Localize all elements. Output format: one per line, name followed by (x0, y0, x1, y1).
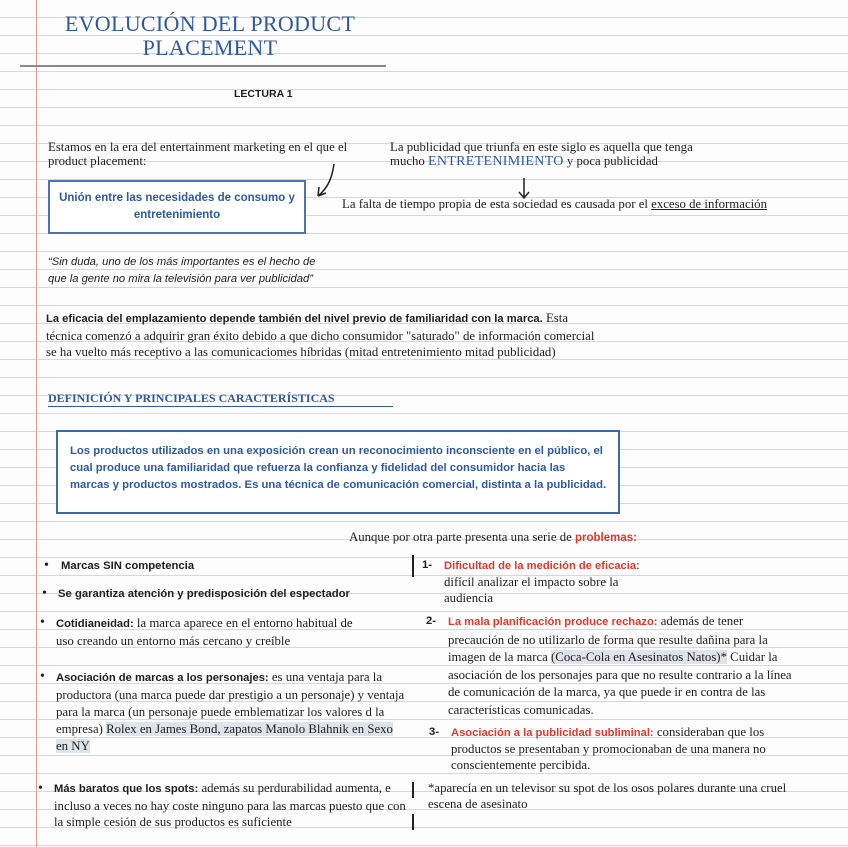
advantage-item (54, 780, 409, 831)
problem-number: 1- (422, 559, 433, 571)
problem-text-a: además de tener precaución de no utilizarlo de forma que resulte dañina para la imagen de la marca (448, 614, 768, 664)
advantage-item (56, 669, 406, 755)
problems-intro (349, 530, 637, 545)
footnote: *aparecía en un televisor su spot de los osos polares durante una cruel escena de asesinato (428, 781, 787, 811)
problem-text: consideraban que los productos se presentaban y promocionaban de una manera no conscientemente percibida. (451, 725, 766, 772)
advantage-bold: Asociación de marcas a los personajes: (56, 672, 269, 684)
problems-intro-text: Aunque por otra parte presenta una serie de (349, 530, 572, 544)
entretenimiento-highlight: ENTRETENIMIENTO (428, 154, 564, 169)
problem-item (448, 613, 798, 719)
advantage-highlight: Rolex en James Bond, zapatos Manolo Blahnik en Sexo en NY (56, 722, 393, 753)
column-divider (412, 782, 414, 798)
definition-highlight-box: Unión entre las necesidades de consumo y entretenimiento (48, 180, 306, 234)
cause-text-a: La falta de tiempo propia de esta sociedad es causada por el (342, 197, 648, 211)
intro-right-text (390, 140, 720, 169)
efficacy-bold: La eficacia del emplazamiento depende también del nivel previo de familiaridad con la marca. (46, 313, 543, 325)
advantage-text: además su perdurabilidad aumenta, e incluso a veces no hay coste ninguno para las marcas puesto que con la simple cesión de sus productos es suficiente (54, 781, 406, 829)
bullet: • (40, 615, 45, 630)
intro-left-text: Estamos en la era del entertainment marketing en el que el product placement: (48, 140, 348, 168)
title-divider (20, 65, 386, 67)
problem-text: difícil analizar el impacto sobre la audiencia (444, 575, 619, 605)
column-divider (412, 555, 414, 577)
intro-right-a: La publicidad que triunfa en este siglo es aquella que tenga mucho (390, 140, 693, 168)
curved-arrow-icon (310, 160, 340, 202)
section-heading: DEFINICIÓN Y PRINCIPALES CARACTERÍSTICAS (48, 391, 393, 407)
definition-box: Los productos utilizados en una exposición crean un reconocimiento inconsciente en el público, el cual produce una familiaridad que refuerza la confianza y fidelidad del consumidor hacia las marcas y productos mostrados. Es una técnica de comunicación comercial, distinta a la publicidad. (56, 430, 620, 514)
efficacy-rest: Esta técnica comenzó a adquirir gran éxito debido a que dicho consumidor "saturado" de información comercial se ha vuelto más receptivo a las comunicaciomes híbridas (mitad entretenimiento mitad publicidad) (46, 311, 595, 359)
efficacy-paragraph (46, 310, 596, 361)
problem-title: Asociación a la publicidad subliminal: (451, 727, 654, 739)
page-title: EVOLUCIÓN DEL PRODUCT PLACEMENT (64, 11, 356, 60)
problem-item (451, 724, 771, 773)
advantage-item (56, 615, 356, 649)
bullet: • (40, 669, 45, 684)
quote-text: “Sin duda, uno de los más importantes es el hecho de que la gente no mira la televisión para ver publicidad” (48, 256, 316, 285)
bullet: • (42, 586, 47, 601)
column-divider (412, 814, 414, 830)
problems-intro-highlight: problemas: (575, 532, 637, 544)
advantage-bold: Más baratos que los spots: (54, 783, 199, 795)
cause-text-b: exceso de información (651, 197, 767, 211)
problem-number: 3- (429, 726, 440, 738)
advantage-bold: Cotidianeidad: (56, 618, 134, 630)
advantage-text: es una ventaja para la productora (una marca puede dar prestigio a un personaje) y ventaja para la marca (un personaje puede emblematizar los valores d la empresa) (56, 670, 405, 736)
bullet: • (44, 558, 49, 573)
cause-text (342, 197, 842, 211)
advantage-text: la marca aparece en el entorno habitual de uso creando un entorno más cercano y creíble (56, 616, 353, 648)
intro-right-b: y poca publicidad (566, 154, 658, 168)
problem-title: Dificultad de la medición de eficacia (444, 560, 637, 572)
problem-text-b: Cuidar la asociación de los personajes para que no resulte contrario a la línea de comunicación de la marca, ya que puede ir en contra de las características comunicadas. (448, 650, 792, 717)
bullet: • (38, 781, 43, 796)
notebook-margin-line (36, 0, 37, 847)
problem-highlight: (Coca-Cola en Asesinatos Natos)* (551, 650, 727, 664)
problem-title: La mala planificación produce rechazo: (448, 616, 658, 628)
problem-number: 2- (426, 615, 437, 627)
advantage-item: Marcas SIN competencia (61, 560, 195, 572)
lecture-label: LECTURA 1 (234, 88, 293, 100)
problem-item: Dificultad de la medición de eficacia: difícil analizar el impacto sobre la audiencia (444, 558, 640, 605)
advantage-item: Se garantiza atención y predisposición del espectador (58, 588, 350, 600)
